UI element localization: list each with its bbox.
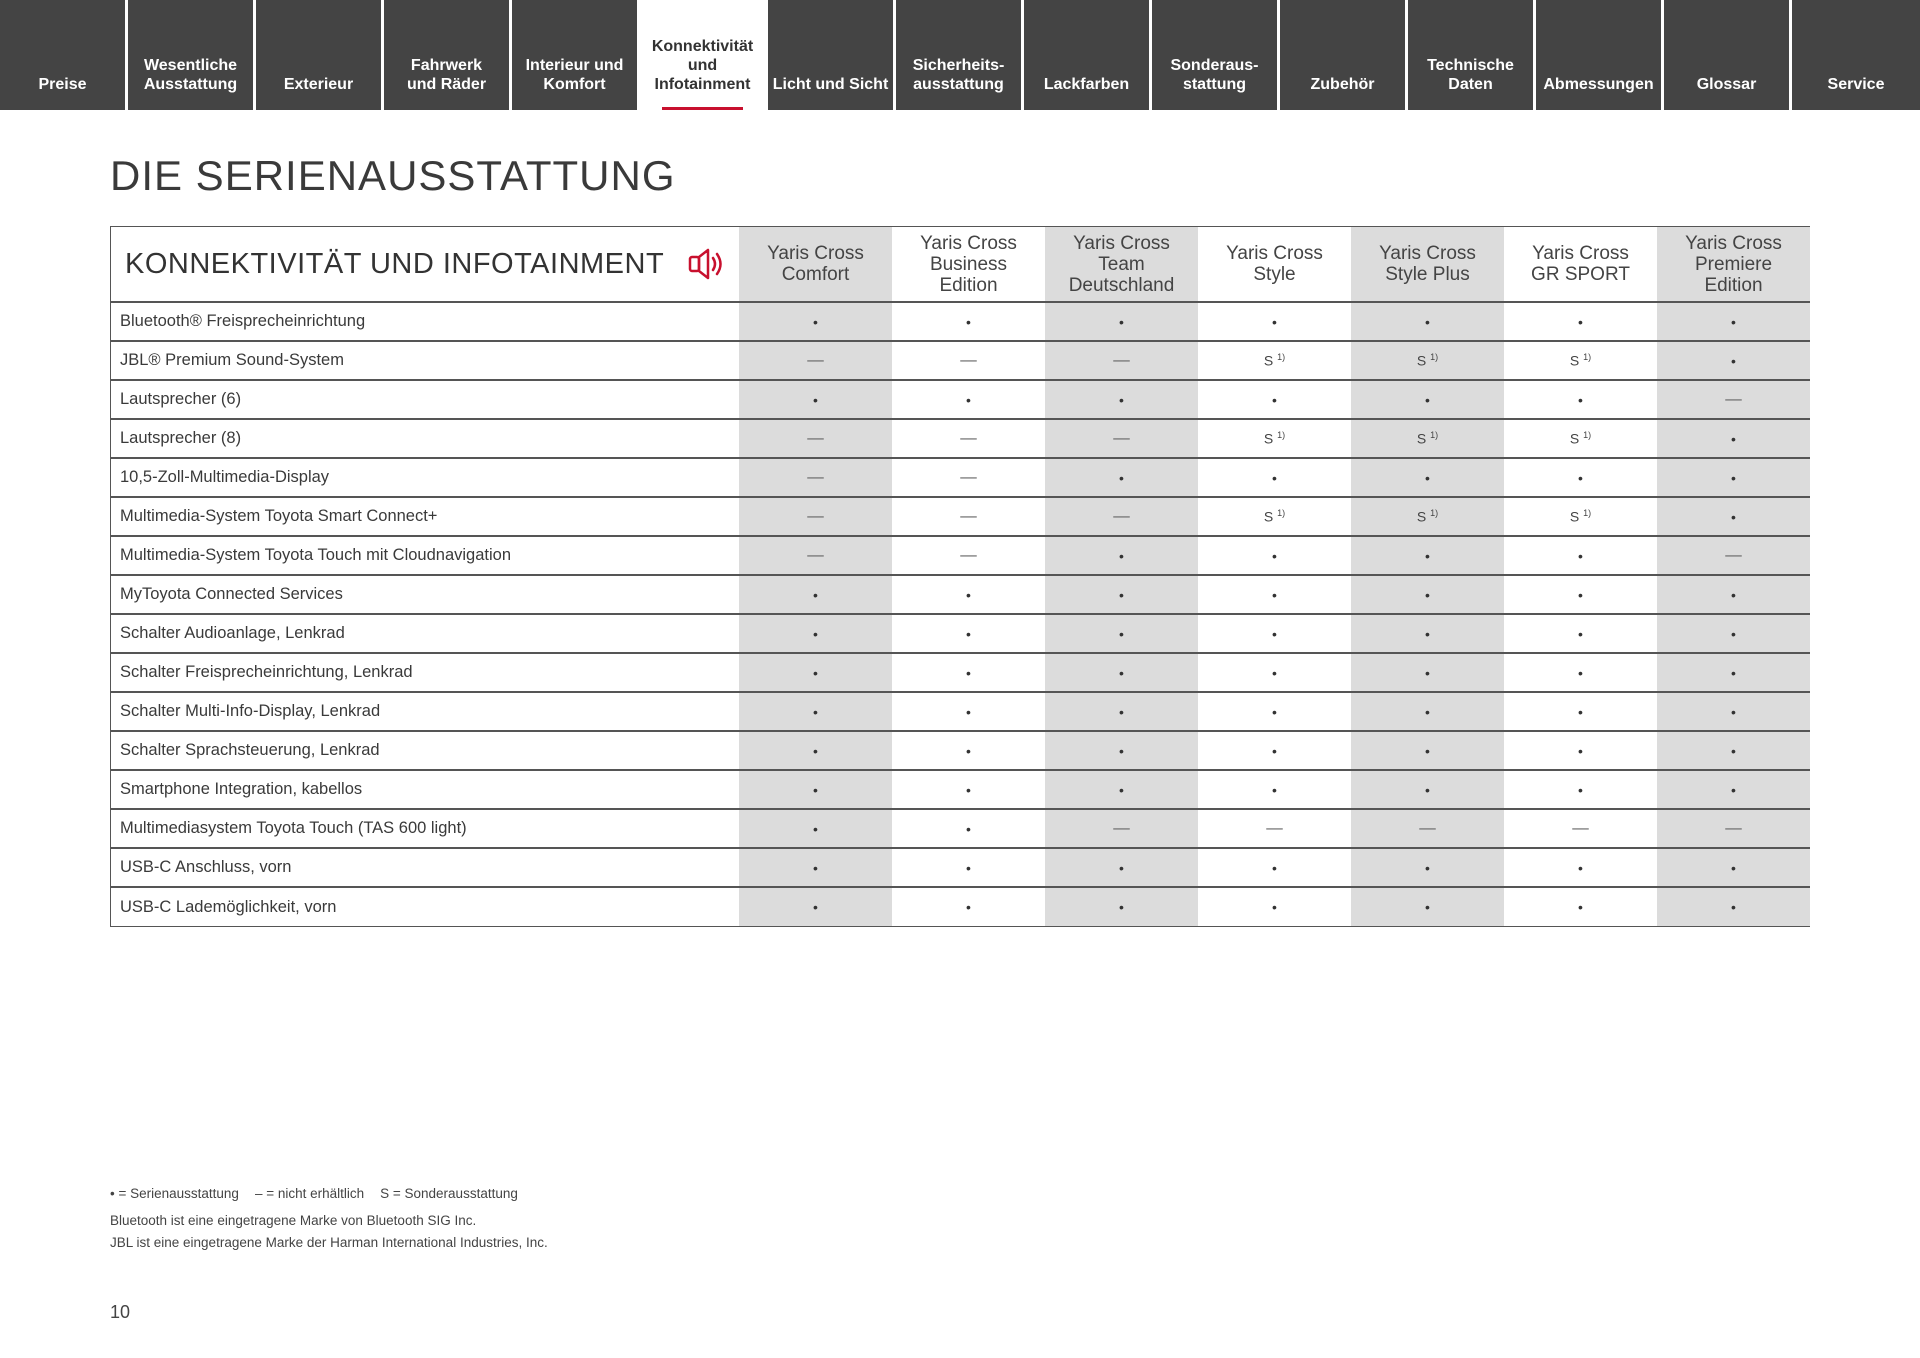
- table-row: [111, 614, 1810, 653]
- column-header: Yaris Cross Style Plus: [1351, 227, 1504, 302]
- standard-mark: •: [739, 770, 892, 809]
- option-mark: S $^{1)}$: [1198, 419, 1351, 458]
- nav-tab-label: Interieur und Komfort: [525, 57, 624, 93]
- table-row: [111, 497, 1810, 536]
- nav-tab-0[interactable]: [0, 0, 125, 110]
- standard-mark: •: [1351, 848, 1504, 887]
- table-row: [111, 809, 1810, 848]
- standard-mark: •: [1504, 731, 1657, 770]
- not-available-mark: —: [1045, 497, 1198, 536]
- page-number: 10: [110, 1302, 131, 1322]
- standard-mark: •: [1504, 536, 1657, 575]
- nav-tab-2[interactable]: [256, 0, 381, 110]
- standard-mark: •: [1657, 848, 1810, 887]
- standard-mark: •: [1198, 653, 1351, 692]
- nav-tab-label: Technische Daten: [1427, 57, 1514, 93]
- table-row: [111, 302, 1810, 341]
- standard-mark: •: [1578, 899, 1583, 915]
- standard-mark: •: [739, 692, 892, 731]
- option-mark: S $^{1)}$: [1351, 419, 1504, 458]
- standard-mark: •: [1351, 731, 1504, 770]
- row-label: Schalter Sprachsteuerung, Lenkrad: [111, 731, 739, 770]
- standard-mark: •: [739, 731, 892, 770]
- standard-mark: •: [892, 731, 1045, 770]
- active-tab-indicator: [662, 107, 743, 110]
- nav-tab-label: Zubehör: [1310, 76, 1375, 93]
- standard-mark: •: [739, 653, 892, 692]
- not-available-mark: —: [739, 458, 892, 497]
- standard-mark: •: [1351, 887, 1504, 926]
- standard-mark: •: [892, 848, 1045, 887]
- standard-mark: •: [892, 653, 1045, 692]
- option-mark: S $^{1)}$: [1504, 341, 1657, 380]
- standard-mark: •: [892, 380, 1045, 419]
- standard-mark: •: [1045, 302, 1198, 341]
- nav-tab-label: Lackfarben: [1043, 76, 1130, 93]
- standard-mark: •: [1351, 770, 1504, 809]
- column-header: Yaris Cross Style: [1198, 227, 1351, 302]
- standard-mark: •: [966, 899, 971, 915]
- standard-mark: •: [739, 575, 892, 614]
- standard-mark: •: [1504, 692, 1657, 731]
- option-mark: S $^{1)}$: [1198, 497, 1351, 536]
- legend: [110, 1186, 534, 1201]
- row-label: Schalter Multi-Info-Display, Lenkrad: [111, 692, 739, 731]
- standard-mark: •: [1198, 536, 1351, 575]
- option-mark: S $^{1)}$: [1198, 341, 1351, 380]
- table-header-row: [111, 227, 1810, 302]
- row-label: Lautsprecher (8): [111, 419, 739, 458]
- standard-mark: •: [1351, 536, 1504, 575]
- nav-tab-label: Licht und Sicht: [772, 76, 889, 93]
- standard-mark: •: [739, 809, 892, 848]
- standard-mark: •: [1351, 575, 1504, 614]
- nav-tab-12[interactable]: [1536, 0, 1661, 110]
- not-available-mark: —: [892, 536, 1045, 575]
- nav-tab-4[interactable]: [512, 0, 637, 110]
- standard-mark: •: [892, 770, 1045, 809]
- not-available-mark: —: [1657, 380, 1810, 419]
- nav-tab-label: Preise: [38, 76, 87, 93]
- standard-mark: •: [1504, 653, 1657, 692]
- nav-tab-14[interactable]: [1792, 0, 1920, 110]
- nav-tab-7[interactable]: [896, 0, 1021, 110]
- row-label: Smartphone Integration, kabellos: [111, 770, 739, 809]
- standard-mark: •: [1198, 731, 1351, 770]
- option-mark: S $^{1)}$: [1351, 341, 1504, 380]
- standard-mark: •: [739, 848, 892, 887]
- standard-mark: •: [1198, 770, 1351, 809]
- standard-mark: •: [1045, 770, 1198, 809]
- standard-mark: •: [1045, 692, 1198, 731]
- nav-tab-label: Konnektivität und Infotainment: [651, 38, 754, 93]
- row-label: USB-C Lademöglichkeit, vorn: [120, 897, 337, 916]
- nav-tab-label: Abmessungen: [1543, 76, 1654, 93]
- not-available-mark: —: [892, 497, 1045, 536]
- column-header: Yaris Cross Premiere Edition: [1657, 227, 1810, 302]
- table-row: [111, 770, 1810, 809]
- standard-mark: •: [739, 302, 892, 341]
- not-available-mark: —: [892, 458, 1045, 497]
- not-available-mark: —: [1045, 809, 1198, 848]
- not-available-mark: —: [892, 341, 1045, 380]
- standard-mark: •: [1198, 302, 1351, 341]
- table-row: [111, 536, 1810, 575]
- nav-tab-label: Glossar: [1696, 76, 1757, 93]
- table-row: [111, 341, 1810, 380]
- option-mark: S $^{1)}$: [1351, 497, 1504, 536]
- standard-mark: •: [1657, 692, 1810, 731]
- standard-mark: •: [1657, 575, 1810, 614]
- standard-mark: •: [1351, 458, 1504, 497]
- standard-mark: •: [1504, 614, 1657, 653]
- row-label: Multimedia-System Toyota Touch mit Cloudnavigation: [111, 536, 739, 575]
- standard-mark: •: [1657, 497, 1810, 536]
- standard-mark: •: [892, 809, 1045, 848]
- standard-mark: •: [1045, 380, 1198, 419]
- row-label: MyToyota Connected Services: [111, 575, 739, 614]
- table-row: [111, 575, 1810, 614]
- column-header: Yaris Cross Team Deutschland: [1045, 227, 1198, 302]
- nav-tab-10[interactable]: [1280, 0, 1405, 110]
- table-row: [111, 848, 1810, 887]
- standard-mark: •: [1045, 848, 1198, 887]
- row-label: Schalter Audioanlage, Lenkrad: [111, 614, 739, 653]
- standard-mark: •: [1198, 614, 1351, 653]
- nav-tab-9[interactable]: [1152, 0, 1277, 110]
- nav-tab-13[interactable]: [1664, 0, 1789, 110]
- nav-tab-11[interactable]: [1408, 0, 1533, 110]
- not-available-mark: —: [1657, 809, 1810, 848]
- standard-mark: •: [1045, 887, 1198, 926]
- column-header: Yaris Cross Comfort: [739, 227, 892, 302]
- not-available-mark: —: [739, 341, 892, 380]
- nav-tab-label: Sonderaus- stattung: [1170, 57, 1259, 93]
- legend-item: • = Serienausstattung: [110, 1186, 239, 1201]
- not-available-mark: —: [739, 419, 892, 458]
- standard-mark: •: [1351, 380, 1504, 419]
- nav-tab-label: Service: [1827, 76, 1885, 93]
- standard-mark: •: [1657, 419, 1810, 458]
- not-available-mark: —: [1198, 809, 1351, 848]
- not-available-mark: —: [892, 419, 1045, 458]
- standard-mark: •: [1351, 653, 1504, 692]
- standard-mark: •: [1272, 899, 1277, 915]
- standard-mark: •: [892, 692, 1045, 731]
- standard-mark: •: [1198, 692, 1351, 731]
- standard-mark: •: [1045, 731, 1198, 770]
- speaker-icon: [688, 247, 728, 281]
- row-label: 10,5-Zoll-Multimedia-Display: [111, 458, 739, 497]
- standard-mark: •: [892, 302, 1045, 341]
- legend-item: S = Sonderausstattung: [380, 1186, 518, 1201]
- legend-item: – = nicht erhältlich: [254, 1186, 365, 1201]
- page-title: DIE SERIENAUSSTATTUNG: [110, 152, 676, 199]
- not-available-mark: —: [739, 497, 892, 536]
- not-available-mark: —: [1045, 341, 1198, 380]
- section-title: KONNEKTIVITÄT UND INFOTAINMENT: [125, 247, 665, 280]
- standard-mark: •: [1198, 575, 1351, 614]
- top-navigation: [0, 0, 1920, 110]
- not-available-mark: —: [1045, 419, 1198, 458]
- option-mark: S $^{1)}$: [1504, 419, 1657, 458]
- standard-mark: •: [1657, 458, 1810, 497]
- standard-mark: •: [1504, 458, 1657, 497]
- column-header: Yaris Cross GR SPORT: [1504, 227, 1657, 302]
- row-label: Multimedia-System Toyota Smart Connect+: [111, 497, 739, 536]
- standard-mark: •: [1045, 536, 1198, 575]
- not-available-mark: —: [1504, 809, 1657, 848]
- standard-mark: •: [1657, 770, 1810, 809]
- row-label: Multimediasystem Toyota Touch (TAS 600 light): [111, 809, 739, 848]
- standard-mark: •: [1657, 731, 1810, 770]
- table-row: [111, 653, 1810, 692]
- standard-mark: •: [739, 887, 892, 926]
- standard-mark: •: [1657, 887, 1810, 926]
- standard-mark: •: [1351, 614, 1504, 653]
- standard-mark: •: [1198, 458, 1351, 497]
- standard-mark: •: [1045, 458, 1198, 497]
- nav-tab-label: Wesentliche Ausstattung: [143, 57, 238, 93]
- not-available-mark: —: [1657, 536, 1810, 575]
- column-header: Yaris Cross Business Edition: [892, 227, 1045, 302]
- nav-tab-1[interactable]: [128, 0, 253, 110]
- standard-mark: •: [1045, 653, 1198, 692]
- table-row: [111, 692, 1810, 731]
- standard-mark: •: [1657, 302, 1810, 341]
- standard-mark: •: [1504, 302, 1657, 341]
- table-row: [111, 458, 1810, 497]
- standard-mark: •: [1657, 614, 1810, 653]
- standard-mark: •: [1351, 302, 1504, 341]
- nav-tab-8[interactable]: [1024, 0, 1149, 110]
- row-label: Lautsprecher (6): [111, 380, 739, 419]
- equipment-table: [110, 226, 1810, 927]
- table-row: [111, 380, 1810, 419]
- standard-mark: •: [1198, 848, 1351, 887]
- not-available-mark: —: [1351, 809, 1504, 848]
- table-row: [111, 887, 1810, 926]
- standard-mark: •: [1504, 770, 1657, 809]
- not-available-mark: —: [739, 536, 892, 575]
- option-mark: S $^{1)}$: [1504, 497, 1657, 536]
- jbl-note: JBL ist eine eingetragene Marke der Harman International Industries, Inc.: [110, 1235, 548, 1250]
- row-label: JBL® Premium Sound-System: [111, 341, 739, 380]
- standard-mark: •: [1045, 614, 1198, 653]
- row-label: Schalter Freisprecheinrichtung, Lenkrad: [111, 653, 739, 692]
- nav-tab-label: Fahrwerk und Räder: [406, 57, 487, 93]
- standard-mark: •: [1504, 575, 1657, 614]
- table-row: [111, 419, 1810, 458]
- nav-tab-6[interactable]: [768, 0, 893, 110]
- standard-mark: •: [739, 380, 892, 419]
- standard-mark: •: [739, 614, 892, 653]
- bluetooth-note: Bluetooth ist eine eingetragene Marke von Bluetooth SIG Inc.: [110, 1213, 477, 1228]
- section-header: [111, 227, 739, 302]
- row-label: USB-C Anschluss, vorn: [111, 848, 739, 887]
- standard-mark: •: [892, 575, 1045, 614]
- nav-tab-label: Sicherheits- ausstattung: [912, 57, 1005, 93]
- nav-tab-label: Exterieur: [283, 76, 354, 93]
- table-row: [111, 731, 1810, 770]
- standard-mark: •: [1045, 575, 1198, 614]
- standard-mark: •: [892, 614, 1045, 653]
- nav-tab-5[interactable]: [640, 0, 765, 110]
- standard-mark: •: [1657, 341, 1810, 380]
- standard-mark: •: [1198, 380, 1351, 419]
- standard-mark: •: [1504, 380, 1657, 419]
- nav-tab-3[interactable]: [384, 0, 509, 110]
- standard-mark: •: [1504, 848, 1657, 887]
- standard-mark: •: [1351, 692, 1504, 731]
- standard-mark: •: [1657, 653, 1810, 692]
- row-label: Bluetooth® Freisprecheinrichtung: [111, 302, 739, 341]
